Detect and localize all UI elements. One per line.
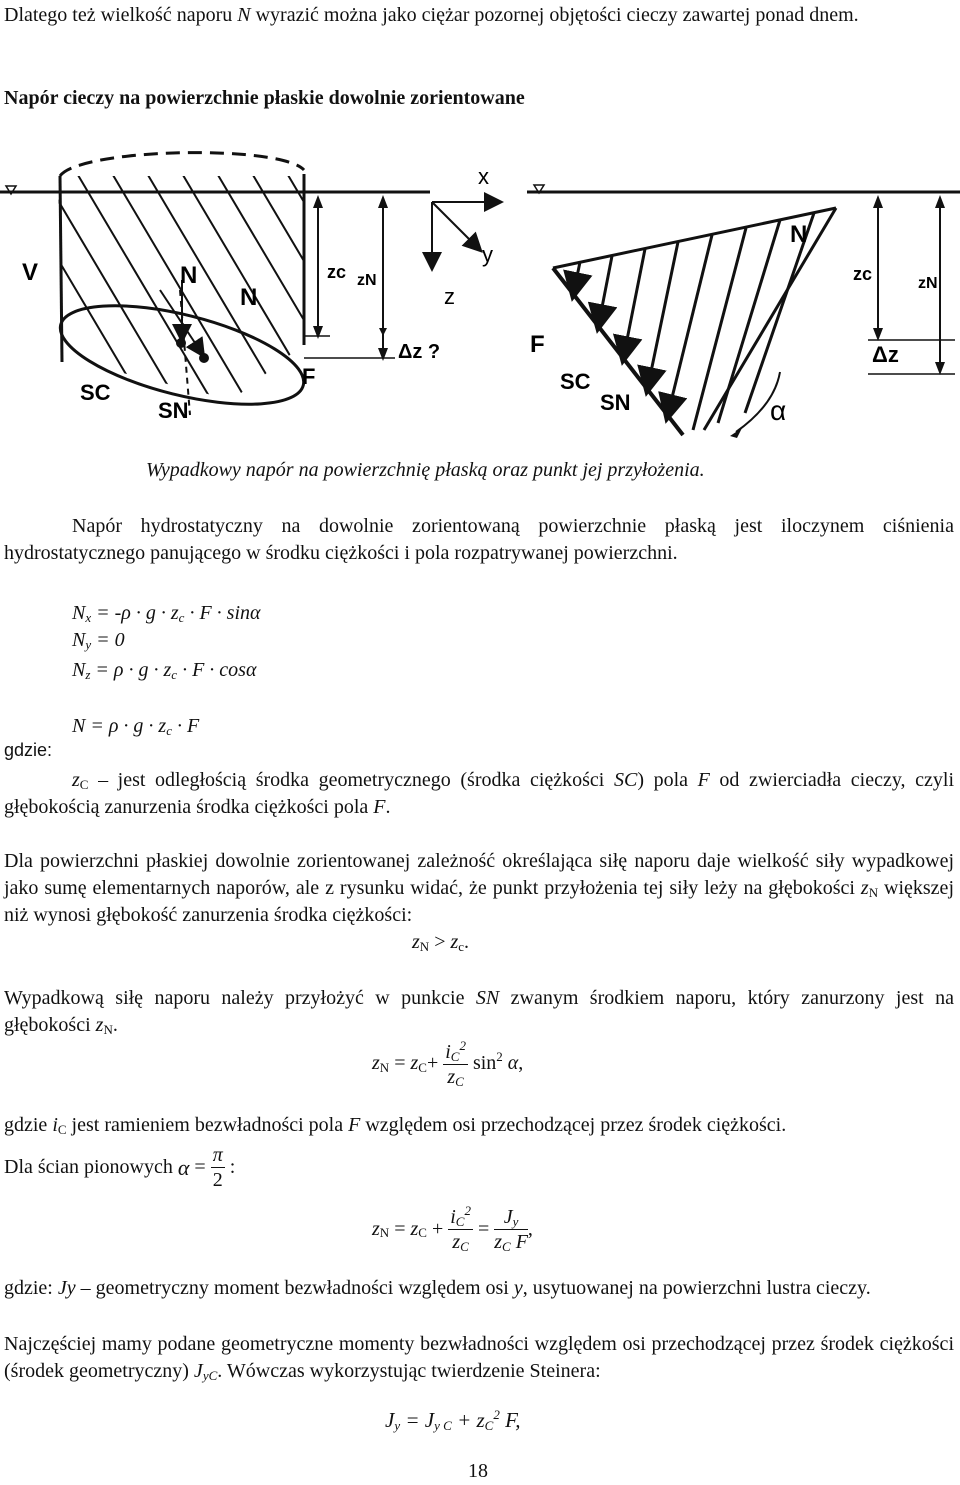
fraction-ic2-zc: $\frac{i_C^2}{z_C}$ <box>445 1038 466 1089</box>
label-n-2: N <box>240 284 258 311</box>
axis-label-z: z <box>444 284 455 309</box>
intro-text: Dlatego też wielkość naporu <box>4 4 238 26</box>
label-v: V <box>22 259 39 286</box>
left-water-surface <box>0 186 430 194</box>
vertical-walls-line: Dla ścian pionowych α = $\frac{\pi}{2}$ : <box>4 1144 236 1191</box>
label-zn-right: zN <box>918 275 938 292</box>
label-dz-left: Δz ? <box>398 341 441 363</box>
paragraph-center-of-pressure: Wypadkową siłę naporu należy przyłożyć w punkcie SN zwanym środkiem naporu, który zanurzony jest na głębokości $z_N$. <box>4 987 954 1037</box>
label-sn-left: SN <box>158 398 189 423</box>
axis-label-x: x <box>478 164 489 189</box>
label-zc-left: zc <box>327 262 347 282</box>
label-f-left: F <box>302 364 316 389</box>
label-sc-left: SC <box>80 380 111 405</box>
label-zc-right: zc <box>853 264 873 284</box>
label-f-right: F <box>530 331 545 358</box>
equation-zn-vertical: $z_N = z_C$ + $\frac{i_C^2}{z_C}$ = $\frac{J_y}{z_C F}$ , <box>372 1203 533 1254</box>
left-top-ellipse <box>60 153 304 176</box>
intro-paragraph <box>4 2 954 29</box>
equation-zn-general: $z_N = z_C+$ $\frac{i_C^2}{z_C}$ $\sin^2 \alpha$, <box>372 1038 524 1089</box>
figure-caption: Wypadkowy napór na powierzchnię płaską oraz punkt jej przyłożenia. <box>146 459 705 481</box>
center-of-gravity-point <box>176 338 186 348</box>
label-alpha: α <box>770 395 787 426</box>
inequality-zn-zc: $z_N > z_c$. <box>412 931 470 954</box>
section-heading: Napór cieczy na powierzchnie płaskie dowolnie zorientowane <box>4 87 525 109</box>
equation-steiner: $J_y = J_{y C} + z_C^2$ F, <box>385 1407 521 1433</box>
equation-nz: $N_z = \rho \cdot g \cdot z_c \cdot F \cdot \cos\alpha$ <box>72 659 257 682</box>
label-sc-right: SC <box>560 369 591 394</box>
left-hatching <box>5 170 445 440</box>
label-sn-right: SN <box>600 390 631 415</box>
equation-ny: $N_y = 0$ <box>72 629 125 652</box>
label-zn-left: zN <box>357 272 377 289</box>
intro-symbol-n: N <box>237 4 251 26</box>
fraction-pi-2: $\frac{\pi}{2}$ <box>212 1144 223 1191</box>
intro-text-end: wyrazić można jako ciężar pozornej objętości cieczy zawartej ponad dnem. <box>250 4 859 26</box>
axis-label-y: y <box>482 242 493 267</box>
ic-definition: gdzie $i_C$ jest ramieniem bezwładności pola F względem osi przechodzącej przez środek ciężkości. <box>4 1114 787 1137</box>
pressure-figure <box>0 140 960 450</box>
label-n-right: N <box>790 221 808 248</box>
coordinate-axes <box>432 164 500 309</box>
label-n-1: N <box>180 262 198 289</box>
fraction-jy-zcf: $\frac{J_y}{z_C F}$ <box>494 1206 528 1254</box>
paragraph-steiner-intro: Najczęściej mamy podane geometryczne momenty bezwładności względem osi przechodzącej przez środek ciężkości (środek geometryczny) $J_{yC}$. Wówczas wykorzystując twierdzenie Steinera: <box>4 1333 954 1383</box>
paragraph-hydrostatic: Napór hydrostatyczny na dowolnie zorientowaną powierzchnie płaską jest iloczynem ciśnienia hydrostatycznego panującego w środku ciężkości i pola rozpatrywanej powierzchni. <box>4 515 954 564</box>
label-dz-right: Δz <box>872 342 899 367</box>
right-water-surface <box>527 185 960 193</box>
equation-nx: $N_x = -\rho \cdot g \cdot z_c \cdot F \cdot \sin\alpha$ <box>72 602 261 625</box>
gdzie-label: gdzie: <box>4 740 53 760</box>
fraction-ic2-zc-2: $\frac{i_C^2}{z_C}$ <box>450 1203 471 1254</box>
paragraph-resultant-force: Dla powierzchni płaskiej dowolnie zorientowanej zależność określająca siłę naporu daje wielkość siły wypadkowej jako sumę elementarnych naporów, ale z rysunku widać, że punkt przyłożenia tej siły leży na głębokości $z_N$ większej niż wynosi głębokość zanurzenia środka ciężkości: <box>4 850 954 926</box>
center-of-pressure-point <box>199 353 209 363</box>
zc-definition: $z_C$ – jest odległością środka geometrycznego (środka ciężkości SC) pola F od zwierciadła cieczy, czyli głębokością zanurzenia środka ciężkości pola F. <box>4 769 955 818</box>
jy-definition: gdzie: Jy – geometryczny moment bezwładności względem osi y, usytuowanej na powierzchni lustra cieczy. <box>4 1277 871 1299</box>
equation-n: $N = \rho \cdot g \cdot z_c \cdot F$ <box>72 715 200 738</box>
page-number: 18 <box>468 1460 488 1482</box>
